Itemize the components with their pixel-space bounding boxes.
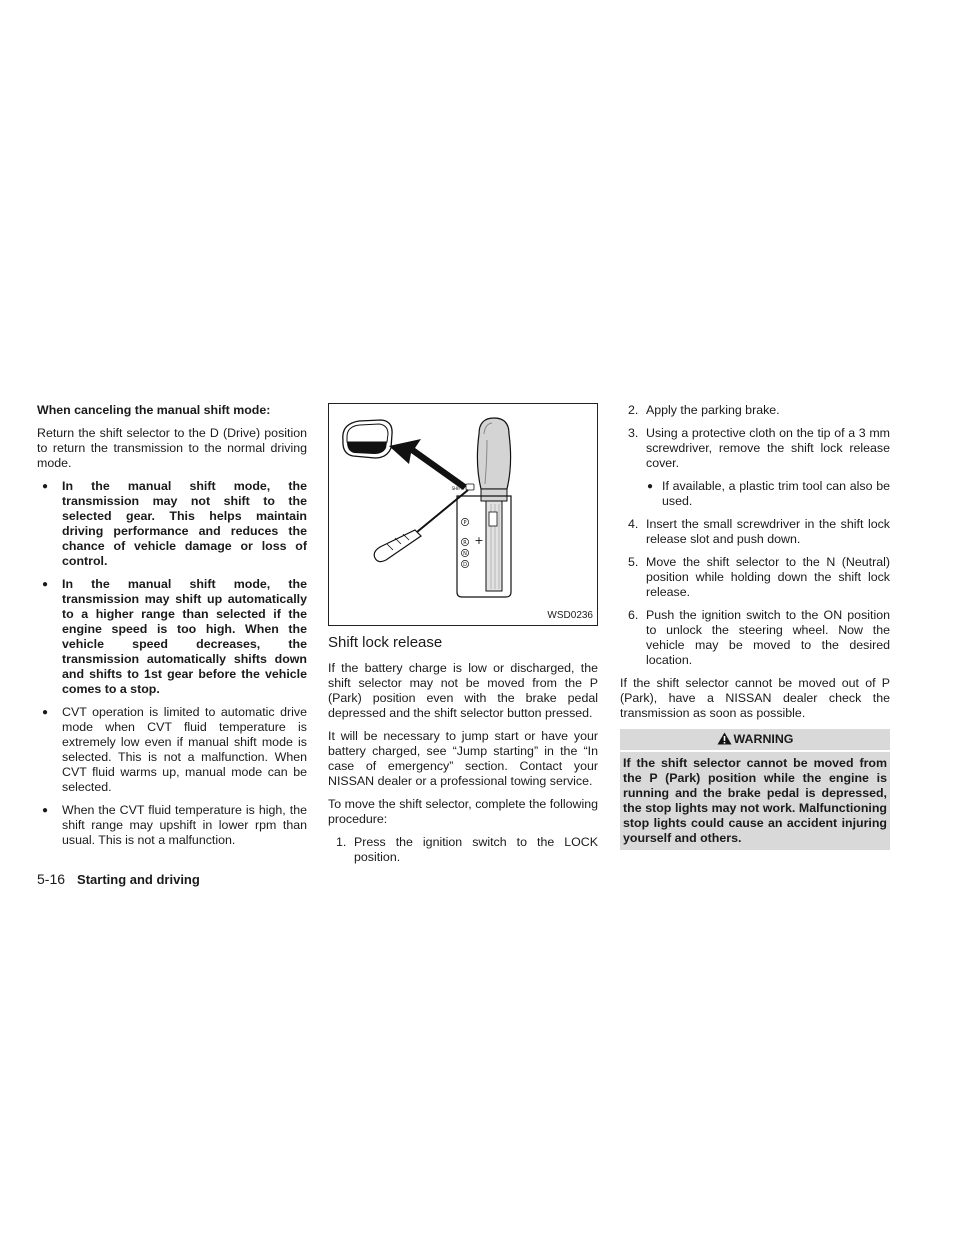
step-number: 1. [336, 835, 347, 849]
shift-lock-cover-icon [343, 420, 392, 458]
gear-label-r: R [463, 540, 467, 546]
procedure-list [328, 835, 598, 865]
intro-paragraph: Return the shift selector to the D (Drive) position to return the transmission to the normal driving mode. [37, 426, 307, 470]
list-item [620, 426, 890, 509]
step-text: Using a protective cloth on the tip of a 3 mm screwdriver, remove the shift lock release cover. [646, 426, 890, 470]
list-item: ● In the manual shift mode, the transmission may not shift to the selected gear. This helps maintain driving performance and reduces the chance of vehicle damage or loss of control. [37, 479, 307, 569]
gear-label-p: P [463, 520, 467, 526]
section-title: Starting and driving [77, 872, 200, 887]
list-item [328, 835, 598, 865]
gear-indicator [461, 518, 483, 568]
figure-code: WSD0236 [547, 610, 593, 621]
paragraph: To move the shift selector, complete the following procedure: [328, 797, 598, 826]
column-right [620, 403, 890, 850]
paragraph: If the shift selector cannot be moved out of P (Park), have a NISSAN dealer check the transmission as soon as possible. [620, 676, 890, 720]
list-item [620, 403, 890, 418]
step-text: Insert the small screwdriver in the shift lock release slot and push down. [646, 517, 890, 546]
step-number: 2. [628, 403, 639, 417]
step-text: Apply the parking brake. [646, 403, 780, 417]
caution-list [37, 479, 307, 848]
step-number: 6. [628, 608, 639, 622]
sub-list-item: ● If available, a plastic trim tool can also be used. [646, 479, 890, 509]
step-text: Move the shift selector to the N (Neutral) position while holding down the shift lock release. [646, 555, 890, 599]
shift-lock-figure [328, 403, 598, 626]
arrow-icon [389, 439, 467, 490]
subheading: Shift lock release [328, 634, 443, 651]
page-number: 5-16 [37, 871, 66, 887]
step-number: 3. [628, 426, 639, 440]
gear-label-d: D [463, 562, 467, 568]
list-item [620, 555, 890, 600]
paragraph: It will be necessary to jump start or have your battery charged, see “Jump starting” in the “In case of emergency” section. Contact your NISSAN dealer or a professional towing service. [328, 729, 598, 788]
list-item: ● When the CVT fluid temperature is high, the shift range may upshift in lower rpm than usual. This is not a malfunction. [37, 803, 307, 848]
step-text: Push the ignition switch to the ON position to unlock the steering wheel. Now the vehicle may be moved to the desired location. [646, 608, 890, 667]
warning-text: If the shift selector cannot be moved from the P (Park) position while the engine is running and the brake pedal is depressed, the stop lights may not work. Malfunctioning stop lights could cause an accident injuring yourself and others. [623, 756, 887, 845]
list-item [620, 608, 890, 668]
svg-text:SHIFT: SHIFT [451, 486, 463, 491]
list-item [620, 517, 890, 547]
column-middle [328, 403, 598, 873]
gear-label-n: N [463, 551, 467, 557]
step-number: 4. [628, 517, 639, 531]
sub-list [646, 479, 890, 509]
plus-label: + [474, 534, 484, 547]
list-item: ● In the manual shift mode, the transmission may shift up automatically to a higher range than selected if the engine speed is too high. When the vehicle speed decreases, the transmission automatically shifts down and shifts to 1st gear before the vehicle comes to a stop. [37, 577, 307, 697]
procedure-list [620, 403, 890, 668]
section-heading: When canceling the manual shift mode: [37, 403, 271, 417]
warning-box [620, 729, 890, 850]
shift-lock-illustration [329, 404, 597, 625]
warning-triangle-icon [717, 732, 732, 745]
shift-lever-icon [452, 418, 511, 597]
step-text: Press the ignition switch to the LOCK position. [354, 835, 598, 864]
warning-header [620, 729, 890, 752]
warning-title: WARNING [733, 732, 794, 746]
page-footer [37, 871, 200, 888]
paragraph: If the battery charge is low or discharged, the shift selector may not be moved from the P (Park) position even with the brake pedal depressed and the shift selector button pressed. [328, 661, 598, 720]
step-number: 5. [628, 555, 639, 569]
screwdriver-icon [374, 490, 468, 562]
list-item: ● CVT operation is limited to automatic drive mode when CVT fluid temperature is extremely low even if manual shift mode is selected. This is not a malfunction. When CVT fluid warms up, manual mode can be selected. [37, 705, 307, 795]
column-left [37, 403, 307, 856]
